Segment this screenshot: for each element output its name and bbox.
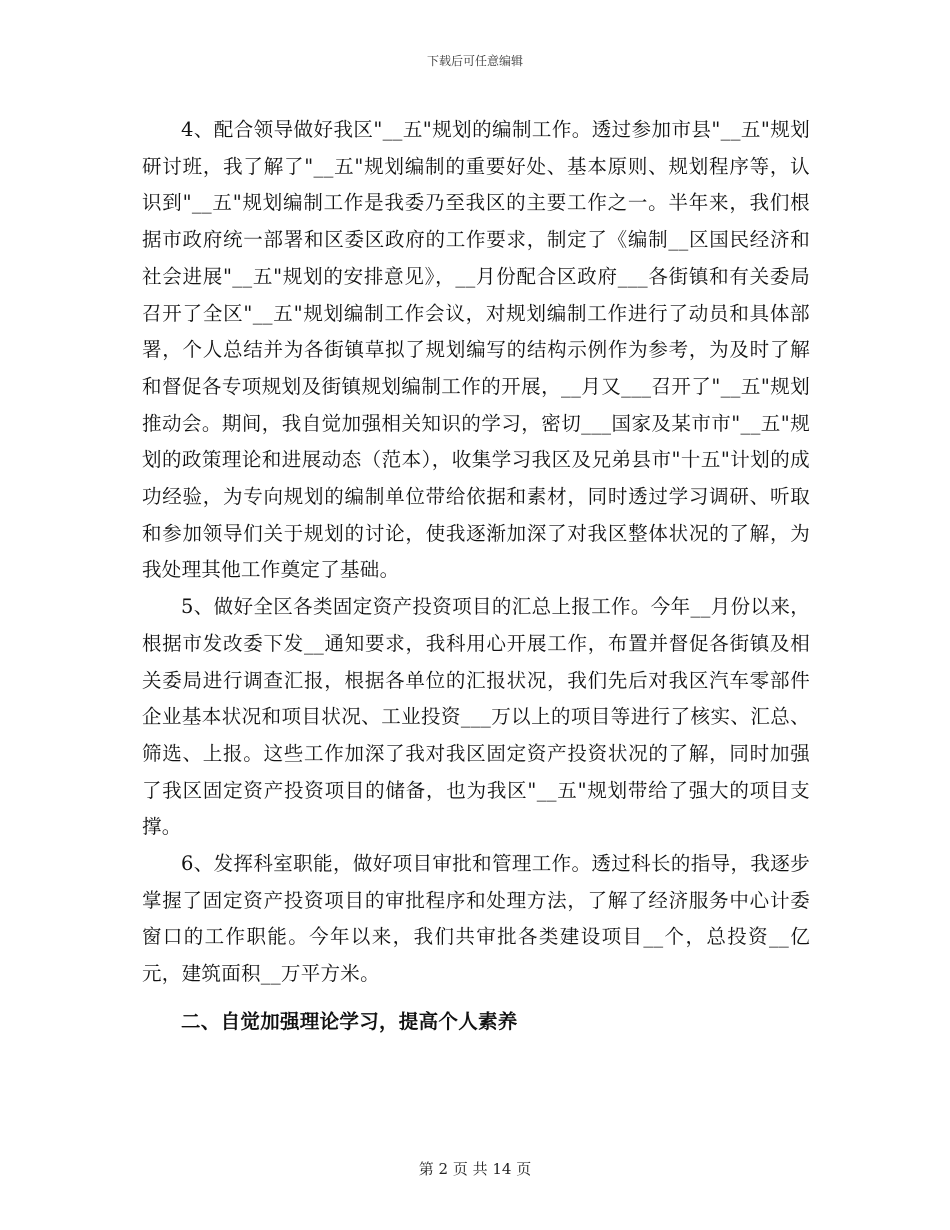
paragraph-item-6: 6、发挥科室职能，做好项目审批和管理工作。透过科长的指导，我逐步掌握了固定资产投资项目的审批程序和处理方法，了解了经济服务中心计委窗口的工作职能。今年以来，我们共审批各类建设项目__个，总投资__亿元，建筑面积__万平方米。 xyxy=(142,852,810,986)
paragraph-item-4: 4、配合领导做好我区"__五"规划的编制工作。透过参加市县"__五"规划研讨班，我了解了"__五"规划编制的重要好处、基本原则、规划程序等，认识到"__五"规划编制工作是我委乃至我区的主要工作之一。半年来，我们根据市政府统一部署和区委区政府的工作要求，制定了《编制__区国民经济和社会进展"__五"规划的安排意见》，__月份配合区政府___各街镇和有关委局召开了全区"__五"规划编制工作会议，对规划编制工作进行了动员和具体部署，个人总结并为各街镇草拟了规划编写的结构示例作为参考，为及时了解和督促各专项规划及街镇规划编制工作的开展，__月又___召开了"__五"规划推动会。期间，我自觉加强相关知识的学习，密切___国家及某市市"__五"规划的政策理论和进展动态（范本），收集学习我区及兄弟县市"十五"计划的成功经验，为专向规划的编制单位带给依据和素材，同时透过学习调研、听取和参加领导们关于规划的讨论，使我逐渐加深了对我区整体状况的了解，为我处理其他工作奠定了基础。 xyxy=(142,118,810,582)
header-note: 下载后可任意编辑 xyxy=(426,54,523,68)
document-body xyxy=(142,112,810,1041)
page-number-footer: 第 2 页 共 14 页 xyxy=(418,1160,532,1178)
paragraph-item-5: 5、做好全区各类固定资产投资项目的汇总上报工作。今年__月份以来，根据市发改委下发__通知要求，我科用心开展工作，布置并督促各街镇及相关委局进行调查汇报，根据各单位的汇报状况，我们先后对我区汽车零部件企业基本状况和项目状况、工业投资___万以上的项目等进行了核实、汇总、筛选、上报。这些工作加深了我对我区固定资产投资状况的了解，同时加强了我区固定资产投资项目的储备，也为我区"__五"规划带给了强大的项目支撑。 xyxy=(142,595,810,839)
section-heading: 二、自觉加强理论学习，提高个人素养 xyxy=(181,1009,518,1033)
